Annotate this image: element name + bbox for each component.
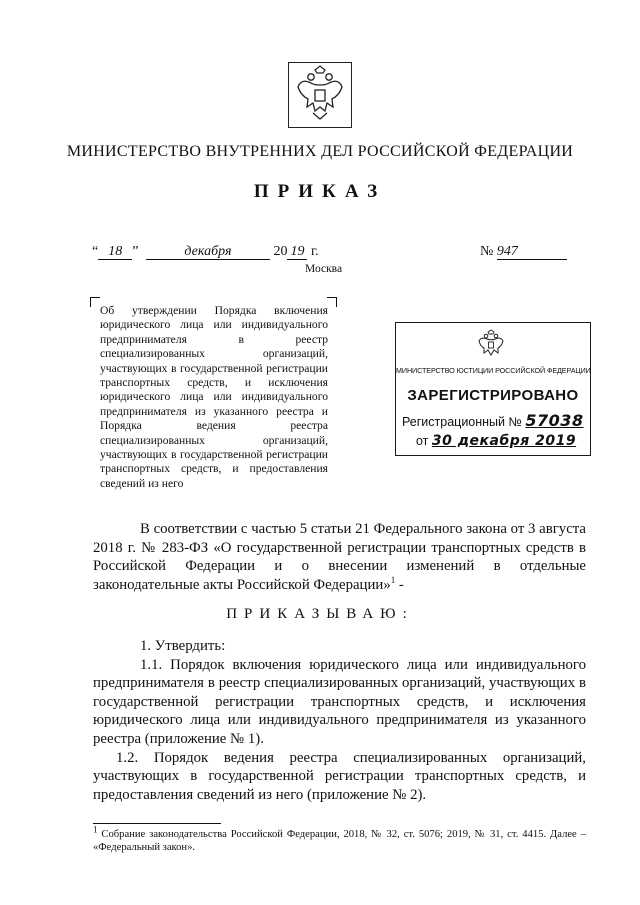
preamble-footnote-ref: 1 bbox=[390, 574, 396, 585]
item-1: 1. Утвердить: bbox=[140, 638, 226, 654]
stamp-eagle-icon bbox=[476, 329, 506, 361]
stamp-reg-number: 57038 bbox=[525, 411, 584, 430]
document-type: ПРИКАЗ bbox=[253, 181, 387, 202]
preamble-paragraph bbox=[93, 520, 586, 594]
date-close-quote: ” bbox=[132, 244, 139, 259]
date-year-suffix: 19 bbox=[287, 245, 307, 260]
stamp-reg-row bbox=[402, 411, 584, 430]
footnote bbox=[93, 824, 586, 855]
stamp-date-value: 30 декабря 2019 bbox=[431, 433, 577, 449]
stamp-registered: ЗАРЕГИСТРИРОВАНО bbox=[407, 387, 579, 404]
double-headed-eagle-icon bbox=[289, 63, 351, 127]
stamp-reg-label: Регистрационный № bbox=[402, 415, 522, 429]
order-word: ПРИКАЗЫВАЮ: bbox=[226, 606, 414, 622]
footnote-text: Собрание законодательства Российской Федерации, 2018, № 32, ст. 5076; 2019, № 31, ст. 4415. Далее – «Федеральный закон». bbox=[93, 829, 586, 854]
stamp-date-row bbox=[416, 433, 576, 449]
date-year-prefix: 20 bbox=[273, 244, 288, 259]
date-day: 18 bbox=[98, 245, 132, 260]
date-month: декабря bbox=[146, 245, 270, 260]
preamble-text: В соответствии с частью 5 статьи 21 Федерального закона от 3 августа 2018 г. № 283-ФЗ «О государственной регистрации транспортных средств в Российской Федерации и о внесении изменений в отдельные законодательные акты Российской Федерации» bbox=[93, 521, 586, 593]
order-title bbox=[100, 304, 328, 491]
footnote-mark: 1 bbox=[93, 824, 98, 835]
preamble bbox=[93, 520, 586, 594]
stamp-ministry: МИНИСТЕРСТВО ЮСТИЦИИ РОССИЙСКОЙ ФЕДЕРАЦИИ bbox=[396, 366, 591, 375]
city: Москва bbox=[305, 263, 343, 275]
number-value: 947 bbox=[497, 245, 567, 260]
date-open-quote: “ bbox=[92, 244, 99, 259]
registration-stamp bbox=[395, 322, 591, 456]
number-label: № bbox=[480, 244, 494, 259]
stamp-date-label: от bbox=[416, 434, 429, 448]
preamble-dash: - bbox=[395, 576, 404, 593]
title-corner-right bbox=[327, 297, 337, 307]
order-date bbox=[92, 244, 319, 260]
order-items bbox=[93, 637, 586, 804]
order-number bbox=[480, 244, 567, 260]
order-title-text: Об утверждении Порядка включения юридического лица или индивидуального предпринимателя в реестр специализированных организаций, участвующих в государственной регистрации транспортных средств, и исключения юридического лица или индивидуального предпринимателя из указанного реестра и Порядка ведения реестра специализированных организаций, участвующих в государственной регистрации транспортных средств, и предоставления сведений из него bbox=[100, 304, 328, 490]
title-corner-left bbox=[90, 297, 100, 307]
item-1-1: 1.1. Порядок включения юридического лица или индивидуального предпринимателя в реестр специализированных организаций, участвующих в государственной регистрации транспортных средств, и исключения юридического лица или индивидуального предпринимателя из указанного реестра (приложение № 1). bbox=[93, 656, 586, 747]
coat-of-arms-emblem bbox=[288, 62, 352, 128]
item-1-2: 1.2. Порядок ведения реестра специализированных организаций, участвующих в государственной регистрации транспортных средств, и предоставления сведений из него (приложение № 2). bbox=[93, 749, 586, 803]
footnote-divider bbox=[93, 823, 221, 824]
ministry-name: МИНИСТЕРСТВО ВНУТРЕННИХ ДЕЛ РОССИЙСКОЙ ФЕДЕРАЦИИ bbox=[66, 143, 574, 160]
date-year-mark: г. bbox=[310, 244, 319, 259]
